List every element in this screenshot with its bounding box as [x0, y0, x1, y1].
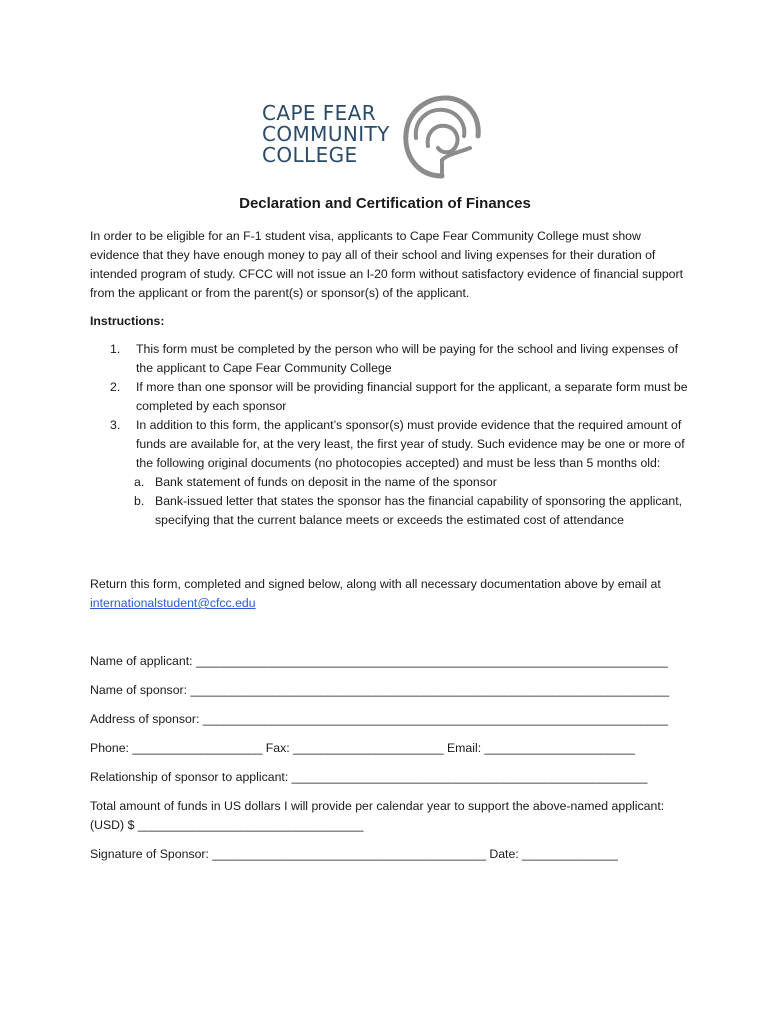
relationship-field[interactable]: Relationship of sponsor to applicant: ____________________________________________________: [90, 770, 648, 784]
list-item-number: 3.: [110, 418, 121, 432]
list-item-text: In addition to this form, the applicant’s sponsor(s) must provide evidence that the required amount of funds are available for, at the very least, the first year of study. Such evidence may be one or more of the following original documents (no photocopies accepted) and must be less than 5 months old:: [136, 418, 685, 470]
logo-emblem-icon: [398, 94, 484, 180]
intro-paragraph: In order to be eligible for an F-1 student visa, applicants to Cape Fear Community College must show evidence that they have enough money to pay all of their school and living expenses for their duration of intended program of study. CFCC will not issue an I-20 form without satisfactory evidence of financial support from the applicant or from the parent(s) or sponsor(s) of the applicant.: [90, 229, 684, 300]
sponsor-address-field[interactable]: Address of sponsor: ____________________________________________________________________: [90, 712, 668, 726]
sub-list-item-letter: a.: [134, 475, 145, 489]
applicant-name-field[interactable]: Name of applicant: _____________________________________________________________________: [90, 654, 668, 668]
email-link[interactable]: internationalstudent@cfcc.edu: [90, 596, 256, 610]
return-instructions: [90, 575, 690, 613]
sub-list-item-text: Bank-issued letter that states the sponsor has the financial capability of sponsoring the applicant, specifying that the current balance meets or exceeds the estimated cost of attendance: [155, 494, 683, 527]
logo-line-3: COLLEGE: [262, 143, 358, 167]
list-item: [110, 340, 690, 378]
logo-line-1: CAPE FEAR: [262, 101, 377, 125]
return-text: Return this form, completed and signed below, along with all necessary documentation above by email at: [90, 577, 661, 591]
sub-list-item-letter: b.: [134, 494, 145, 508]
contact-fields[interactable]: Phone: ___________________ Fax: ______________________ Email: ______________________: [90, 741, 635, 755]
page-title: Declaration and Certification of Finances: [239, 195, 531, 212]
list-item: [110, 416, 690, 473]
logo-line-2: COMMUNITY: [262, 122, 390, 146]
list-item-number: 2.: [110, 380, 121, 394]
college-logo: [262, 94, 487, 180]
sub-list-item-text: Bank statement of funds on deposit in the name of the sponsor: [155, 475, 497, 489]
total-funds-field[interactable]: Total amount of funds in US dollars I will provide per calendar year to support the above-named applicant: (USD) $ _________________________________: [90, 799, 665, 832]
instructions-list: [110, 340, 690, 530]
instructions-heading: Instructions:: [90, 314, 165, 328]
signature-date-field[interactable]: Signature of Sponsor: ________________________________________ Date: ______________: [90, 847, 618, 861]
sponsor-name-field[interactable]: Name of sponsor: ______________________________________________________________________: [90, 683, 670, 697]
list-item-number: 1.: [110, 342, 121, 356]
list-item-text: This form must be completed by the person who will be paying for the school and living expenses of the applicant to Cape Fear Community College: [136, 342, 679, 375]
sub-list-item: [110, 492, 690, 530]
list-item: [110, 378, 690, 416]
logo-wordmark: [262, 103, 390, 166]
sub-list-item: [110, 473, 690, 492]
list-item-text: If more than one sponsor will be providing financial support for the applicant, a separate form must be completed by each sponsor: [136, 380, 688, 413]
